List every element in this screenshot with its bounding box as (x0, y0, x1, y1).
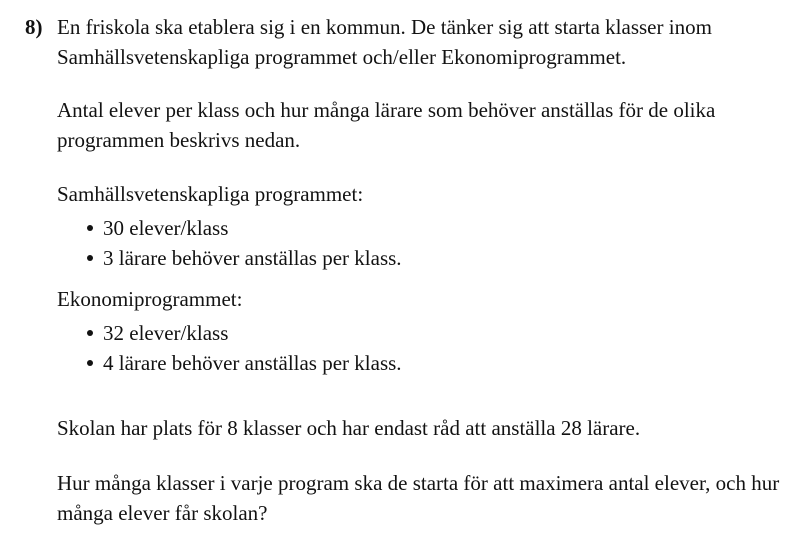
program-heading-ekonomi: Ekonomiprogrammet: (57, 287, 243, 311)
list-item (57, 243, 782, 273)
bullet-icon (87, 330, 93, 336)
list-item (57, 318, 782, 348)
text-line: En friskola ska etablera sig i en kommun. De tänker sig att starta klasser inom (57, 15, 712, 39)
list-item (57, 213, 782, 243)
bullet-icon (87, 360, 93, 366)
program-heading-samhall: Samhällsvetenskapliga programmet: (57, 182, 364, 206)
bullet-icon (87, 255, 93, 261)
program-bullet-list-ekonomi (57, 318, 782, 378)
description-paragraph (57, 95, 782, 155)
bullet-text: 30 elever/klass (103, 216, 229, 240)
text-line: Antal elever per klass och hur många lärare som behöver anställas för de olika (57, 98, 716, 122)
bullet-text: 3 lärare behöver anställas per klass. (103, 246, 402, 270)
problem-content (57, 12, 782, 528)
question-paragraph (57, 468, 782, 528)
problem-number: 8) (25, 15, 43, 39)
bullet-text: 4 lärare behöver anställas per klass. (103, 351, 402, 375)
list-item (57, 348, 782, 378)
text-line: Hur många klasser i varje program ska de starta för att maximera antal elever, och hur (57, 471, 780, 495)
text-line: programmen beskrivs nedan. (57, 128, 301, 152)
bullet-icon (87, 225, 93, 231)
intro-paragraph (57, 12, 782, 72)
text-line: många elever får skolan? (57, 501, 268, 525)
text-line: Skolan har plats för 8 klasser och har endast råd att anställa 28 lärare. (57, 416, 641, 440)
bullet-text: 32 elever/klass (103, 321, 229, 345)
program-bullet-list-samhall (57, 213, 782, 273)
constraint-paragraph (57, 413, 782, 443)
text-line: Samhällsvetenskapliga programmet och/eller Ekonomiprogrammet. (57, 45, 627, 69)
